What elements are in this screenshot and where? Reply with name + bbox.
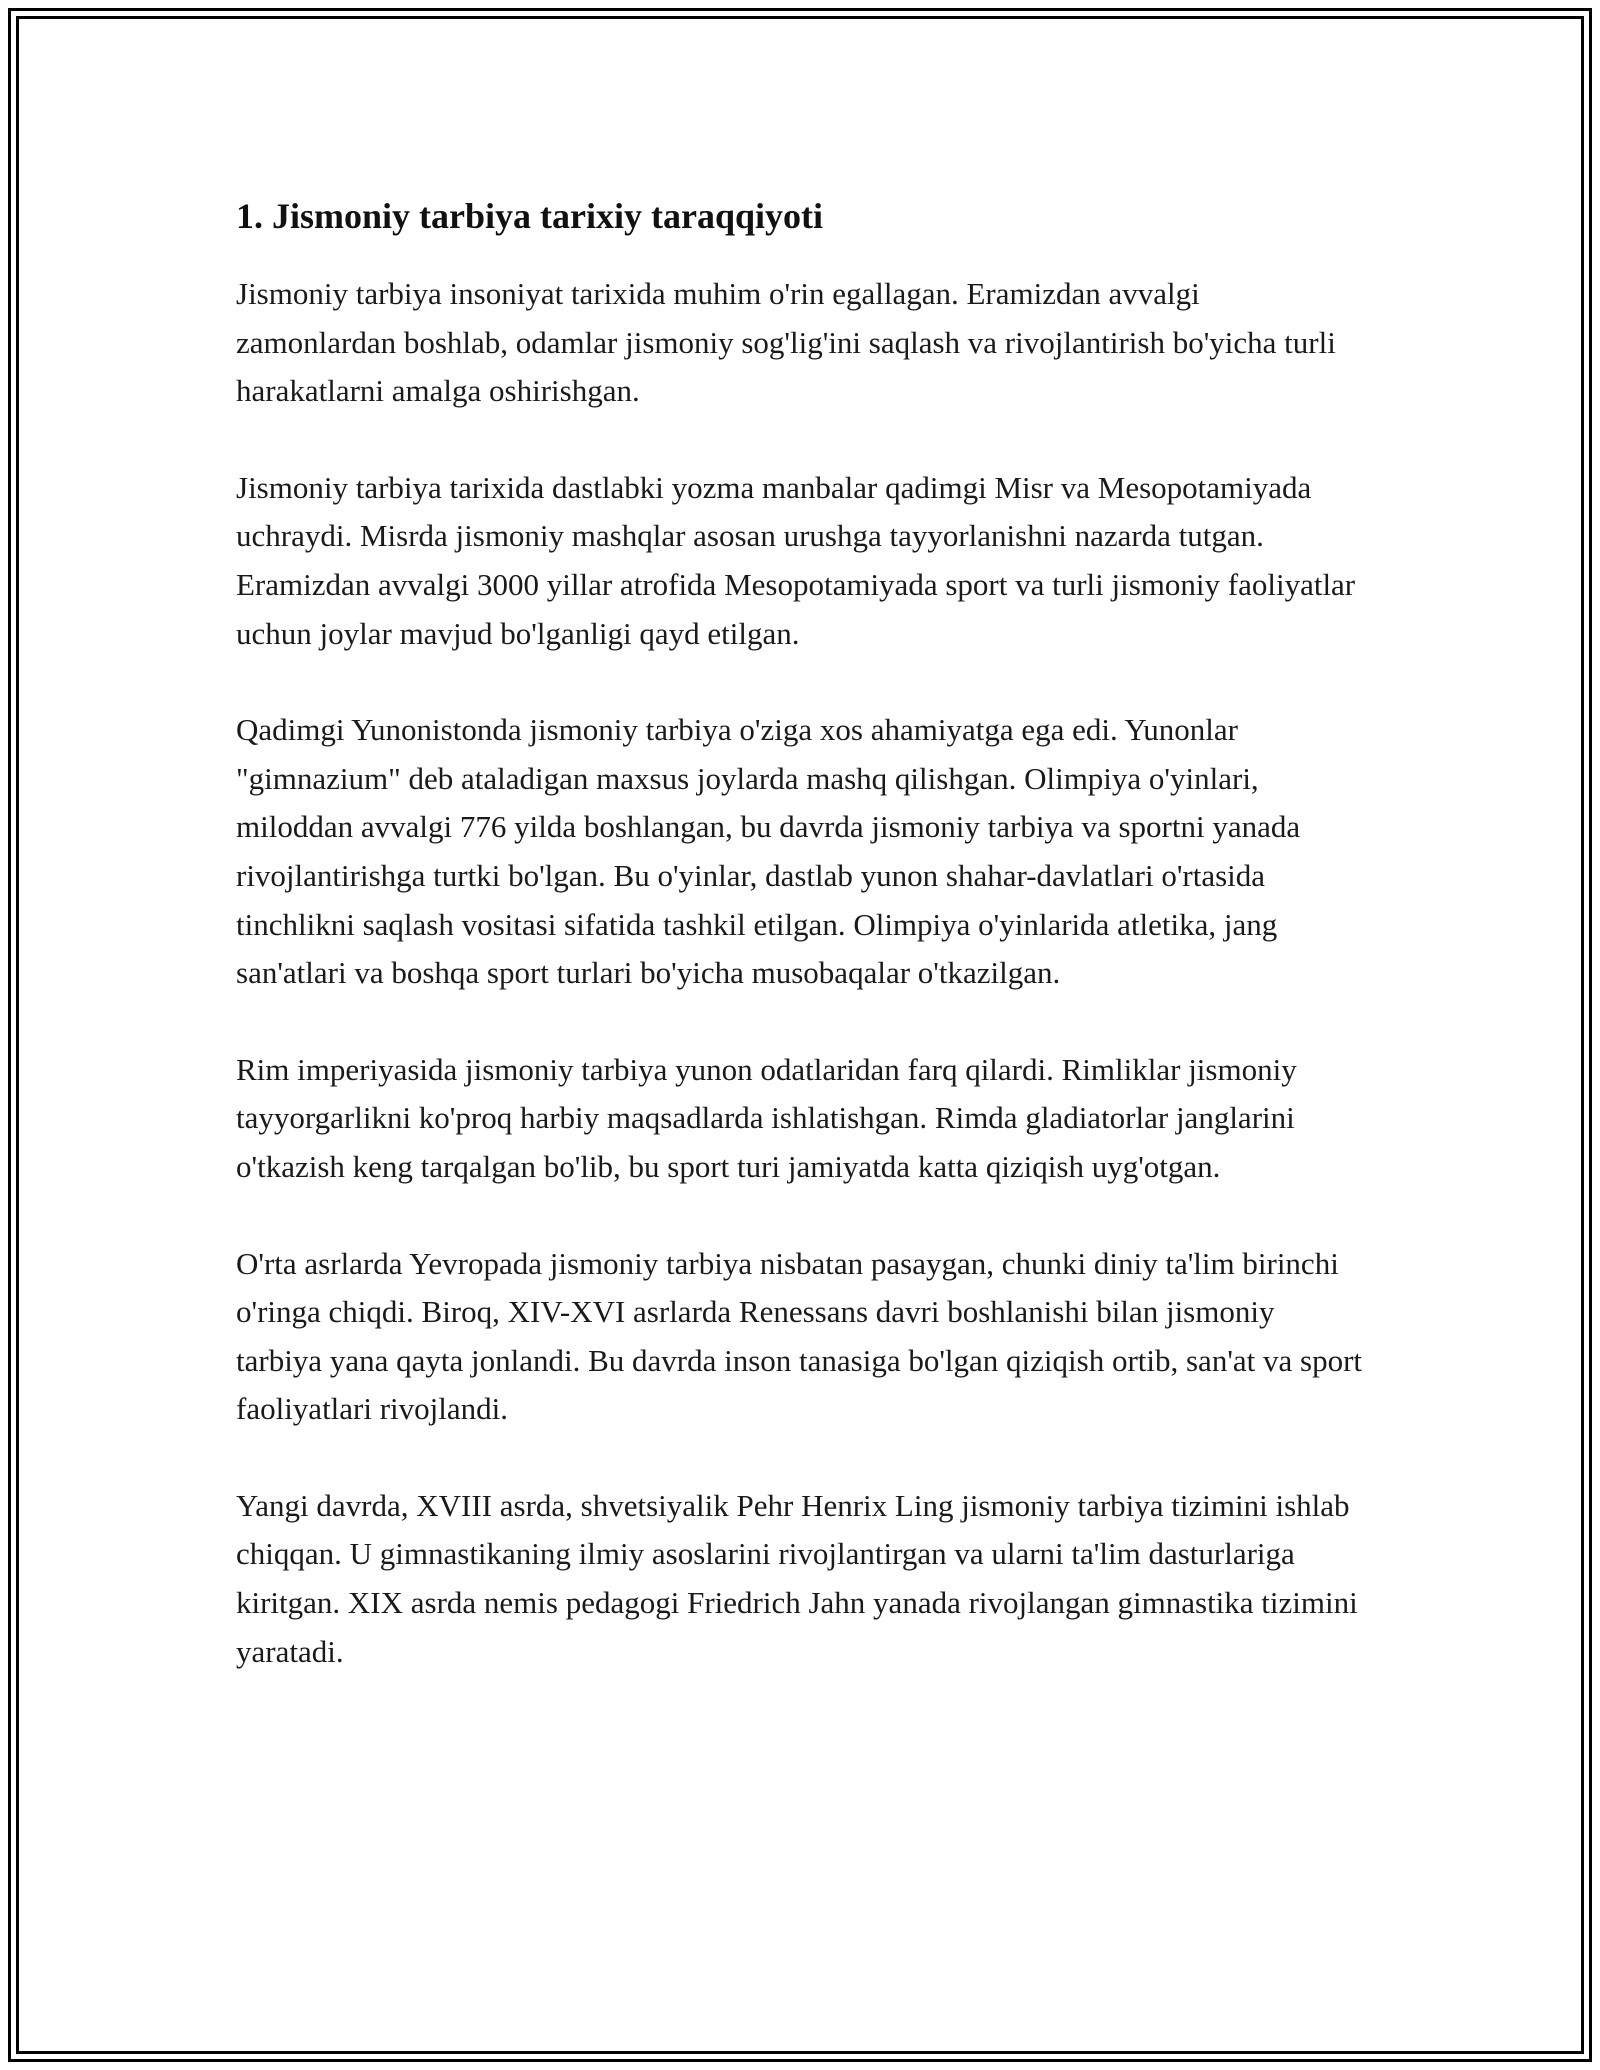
paragraph-5: O'rta asrlarda Yevropada jismoniy tarbiya nisbatan pasaygan, chunki diniy ta'lim birinchi o'ringa chiqdi. Biroq, XIV-XVI asrlarda Renessans davri boshlanishi bilan jismoniy tarbiya yana qayta jonlandi. Bu davrda inson tanasiga bo'lgan qiziqish ortib, san'at va sport faoliyatlari rivojlandi. — [236, 1245, 1363, 1427]
paragraph-3: Qadimgi Yunonistonda jismoniy tarbiya o'ziga xos ahamiyatga ega edi. Yunonlar "gimnazium" deb ataladigan maxsus joylarda mashq qilishgan. Olimpiya o'yinlari, miloddan avvalgi 776 yilda boshlangan, bu davrda jismoniy tarbiya va sportni yanada rivojlantirishga turtki bo'lgan. Bu o'yinlar, dastlab yunon shahar-davlatlari o'rtasida tinchlikni saqlash vositasi sifatida tashkil etilgan. Olimpiya o'yinlarida atletika, jang san'atlari va boshqa sport turlari bo'yicha musobaqalar o'tkazilgan. — [236, 712, 1301, 991]
paragraph-6: Yangi davrda, XVIII asrda, shvetsiyalik Pehr Henrix Ling jismoniy tarbiya tizimini ishlab chiqqan. U gimnastikaning ilmiy asoslarini rivojlantirgan va ularni ta'lim dasturlariga kiritgan. XIX asrda nemis pedagogi Friedrich Jahn yanada rivojlangan gimnastika tizimini yaratadi. — [236, 1487, 1358, 1669]
paragraph-4: Rim imperiyasida jismoniy tarbiya yunon odatlaridan farq qilardi. Rimliklar jismoniy tayyorgarlikni ko'proq harbiy maqsadlarda ishlatishgan. Rimda gladiatorlar janglarini o'tkazish keng tarqalgan bo'lib, bu sport turi jamiyatda katta qiziqish uyg'otgan. — [236, 1051, 1297, 1184]
paragraph-1: Jismoniy tarbiya insoniyat tarixida muhim o'rin egallagan. Eramizdan avvalgi zamonlardan boshlab, odamlar jismoniy sog'lig'ini saqlash va rivojlantirish bo'yicha turli harakatlarni amalga oshirishgan. — [236, 276, 1336, 409]
paragraph-2: Jismoniy tarbiya tarixida dastlabki yozma manbalar qadimgi Misr va Mesopotamiyada uchraydi. Misrda jismoniy mashqlar asosan urushga tayyorlanishni nazarda tutgan. Eramizdan avvalgi 3000 yillar atrofida Mesopotamiyada sport va turli jismoniy faoliyatlar uchun joylar mavjud bo'lganligi qayd etilgan. — [236, 469, 1356, 651]
document-body — [236, 186, 1366, 1724]
section-heading: 1. Jismoniy tarbiya tarixiy taraqqiyoti — [236, 196, 823, 236]
